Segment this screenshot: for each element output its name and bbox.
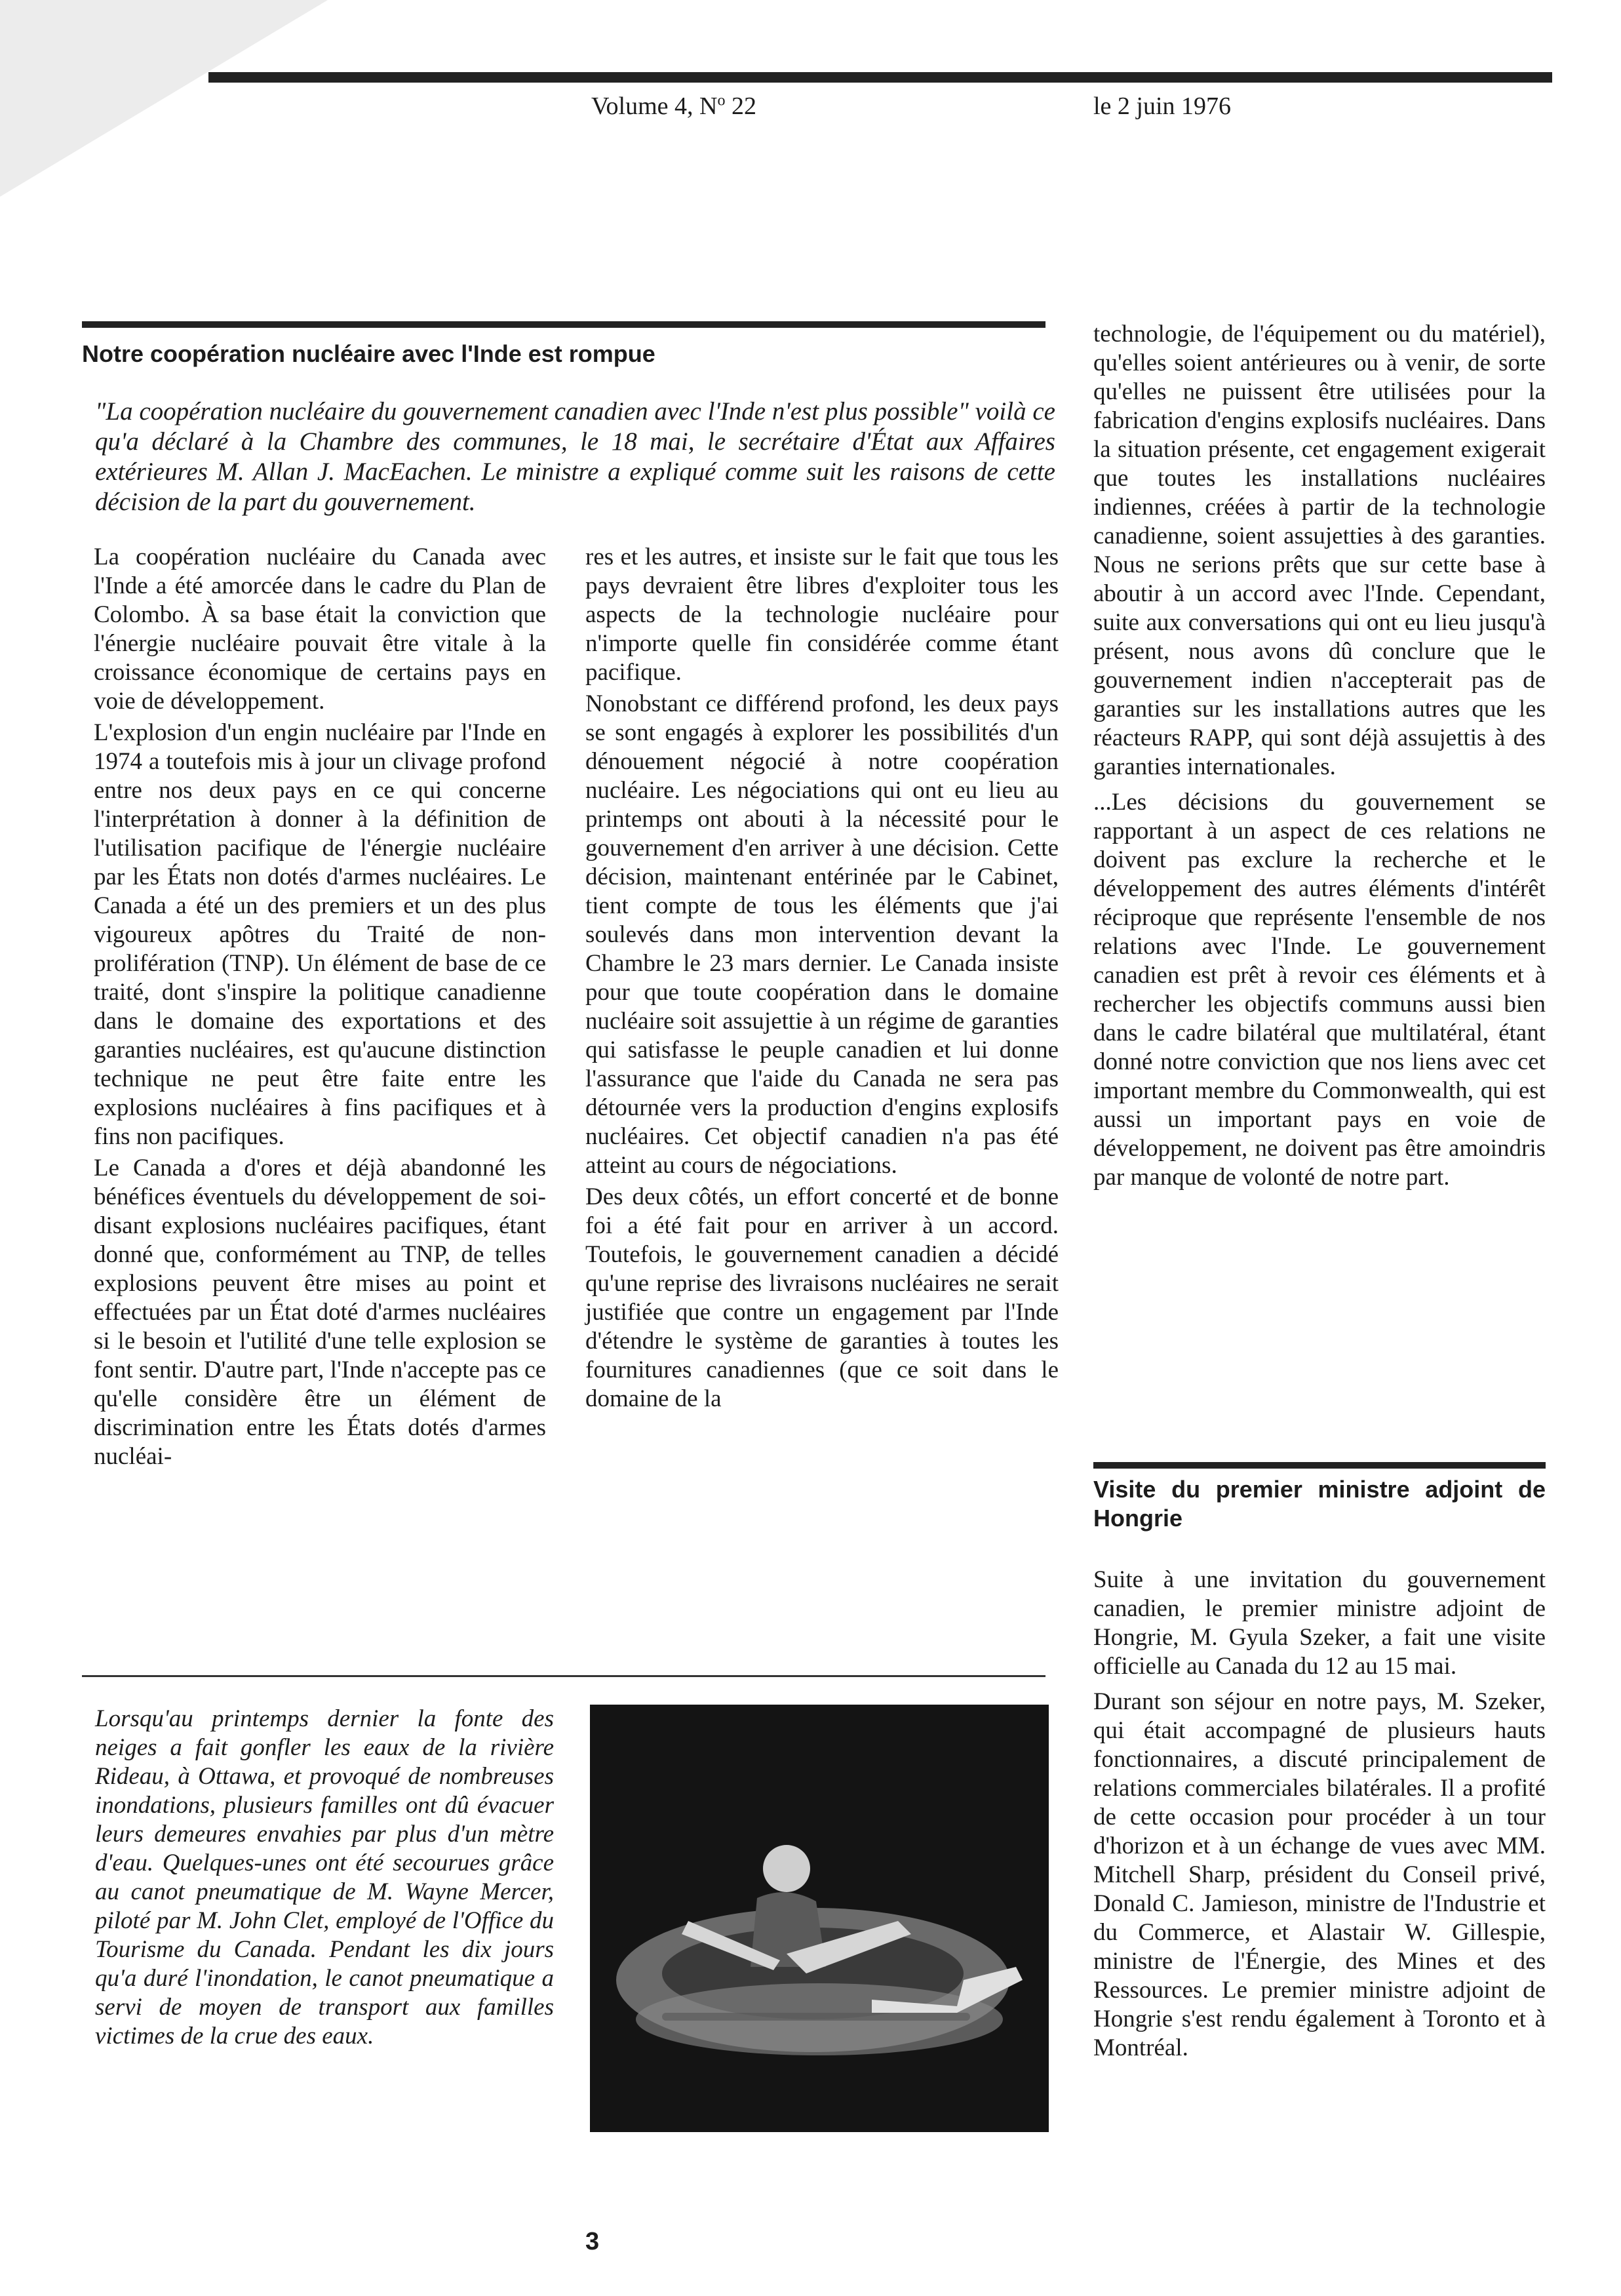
photo-inflatable-boat [590,1705,1049,2132]
paragraph: technologie, de l'équipement ou du matériel), qu'elles soient antérieures ou à venir, de sorte qu'elles ne puissent être utilisées pour la fabrication d'engins explosifs nucléaires. Dans la situation présente, cet engagement exigerait que toutes les installations nucléaires indiennes, créées à partir de la technologie canadienne, soient assujetties à des garanties. Nous ne serions prêts que sur cette base à aboutir à un accord avec l'Inde. Cependant, suite aux conversations qui ont eu lieu jusqu'à présent, nous avons dû conclure que le gouvernement indien n'accepterait pas de garanties sur les installations autres que les réacteurs RAPP, qui sont déjà assujettis à des garanties internationales. [1093,321,1546,780]
paragraph: Durant son séjour en notre pays, M. Szeker, qui était accompagné de plusieurs hauts fonctionnaires, a discuté principalement de relations commerciales bilatérales. Il a profité de cette occasion pour procéder à un tour d'horizon et à un échange de vues avec MM. Mitchell Sharp, président du Conseil privé, Donald C. Jamieson, ministre de l'Industrie et du Commerce, et Alastair W. Gillespie, ministre de l'Énergie, des Mines et des Ressources. Le premier ministre adjoint de Hongrie s'est rendu également à Toronto et à Montréal. [1093,1688,1546,2061]
paragraph: L'explosion d'un engin nucléaire par l'Inde en 1974 a toutefois mis à jour un clivage profond entre nos deux pays en ce qui concerne l'interprétation à donner à la définition de l'utilisation pacifique de l'énergie nucléaire par les États non dotés d'armes nucléaires. Le Canada a été un des premiers et un des plus vigoureux apôtres du Traité de non-prolifération (TNP). Un élément de base de ce traité, dont s'inspire la politique canadienne dans le domaine des exportations et des garanties nucléaires, est qu'aucune distinction technique ne peut être faite entre les explosions nucléaires à fins pacifiques et à fins non pacifiques. [94,719,546,1150]
article-lead: "La coopération nucléaire du gouvernement canadien avec l'Inde n'est plus possible" voilà ce qu'a déclaré à la Chambre des communes, le 18 mai, le secrétaire d'État aux Affaires extérieures M. Allan J. MacEachen. Le ministre a expliqué comme suit les raisons de cette décision de la part du gouvernement. [95,397,1055,516]
page-corner-fold [0,0,328,197]
article-column-2 [585,543,1059,1416]
article-column-3 [1093,320,1546,1195]
volume-label: Volume 4, $N^o$ 22 [591,92,756,120]
paragraph: Nonobstant ce différend profond, les deux pays se sont engagés à explorer les possibilités d'un dénouement négocié à notre coopération nucléaire. Les négociations qui ont eu lieu au printemps ont abouti à la nécessité pour le gouvernement d'en arriver à une décision. Cette décision, maintenant entérinée par le Cabinet, tient compte de tous les éléments que j'ai soulevés dans mon intervention devant la Chambre le 23 mars dernier. Le Canada insiste pour que toute coopération dans le domaine nucléaire soit assujettie à un régime de garanties qui satisfasse le peuple canadien et lui donne l'assurance que l'aide du Canada ne sera pas détournée vers la production d'engins explosifs nucléaires. Cet objectif canadien n'a pas été atteint au cours de négociations. [585,690,1059,1179]
article-body-hongrie [1093,1566,1546,2065]
paragraph: La coopération nucléaire du Canada avec l'Inde a été amorcée dans le cadre du Plan de Colombo. À sa base était la conviction que l'énergie nucléaire pouvait être vitale à la croissance économique de certains pays en voie de développement. [94,544,546,715]
page-number: 3 [585,2228,600,2255]
article-title-hongrie: Visite du premier ministre adjoint de Hongrie [1093,1476,1546,1532]
paragraph: res et les autres, et insiste sur le fait que tous les pays devraient être libres d'exploiter tous les aspects de la technologie nucléaire pour n'importe quelle fin considérée comme étant pacifique. [585,544,1059,686]
article-title: Notre coopération nucléaire avec l'Inde est rompue [82,340,655,367]
section-divider [82,1675,1045,1677]
photo-caption: Lorsqu'au printemps dernier la fonte des neiges a fait gonfler les eaux de la rivière Rideau, à Ottawa, et provoqué de nombreuses inondations, plusieurs familles ont dû évacuer leurs demeures envahies par plus d'un mètre d'eau. Quelques-unes ont été secourues grâce au canot pneumatique de M. Wayne Mercer, piloté par M. John Clet, employé de l'Office du Tourisme du Canada. Pendant les dix jours qu'a duré l'inondation, le canot pneumatique a servi de moyen de transport aux familles victimes de la crue des eaux. [95,1705,554,2049]
paragraph: Suite à une invitation du gouvernement canadien, le premier ministre adjoint de Hongrie, M. Gyula Szeker, a fait une visite officielle au Canada du 12 au 15 mai. [1093,1566,1546,1680]
paragraph: Des deux côtés, un effort concerté et de bonne foi a été fait pour en arriver à un accord. Toutefois, le gouvernement canadien a décidé qu'une reprise des livraisons nucléaires ne serait justifiée que contre un engagement par l'Inde d'étendre le système de garanties à toutes les fournitures canadiennes (que ce soit dans le domaine de la [585,1183,1059,1412]
article-column-1 [94,543,546,1474]
issue-date: le 2 juin 1976 [1093,92,1232,120]
article-rule [1093,1462,1546,1469]
paragraph: ...Les décisions du gouvernement se rapportant à un aspect de ces relations ne doivent pas exclure la recherche et le développement des autres éléments d'intérêt réciproque que représente l'ensemble de nos relations avec l'Inde. Le gouvernement canadien est prêt à revoir ces éléments et à rechercher les objectifs communs aussi bien dans le cadre bilatéral que multilatéral, étant donné notre conviction que nos liens avec cet important membre du Commonwealth, qui est aussi un important pays en voie de développement, ne doivent pas être amoindris par manque de volonté de notre part. [1093,789,1546,1191]
article-rule [82,321,1045,328]
paragraph: Le Canada a d'ores et déjà abandonné les bénéfices éventuels du développement de soi-disant explosions nucléaires pacifiques, étant donné que, conformément au TNP, de telles explosions peuvent être mises au point et effectuées par un État doté d'armes nucléaires si le besoin et l'utilité d'une telle explosion se font sentir. D'autre part, l'Inde n'accepte pas ce qu'elle considère être un élément de discrimination entre les États dotés d'armes nucléai- [94,1155,546,1470]
header-rule [208,72,1552,83]
